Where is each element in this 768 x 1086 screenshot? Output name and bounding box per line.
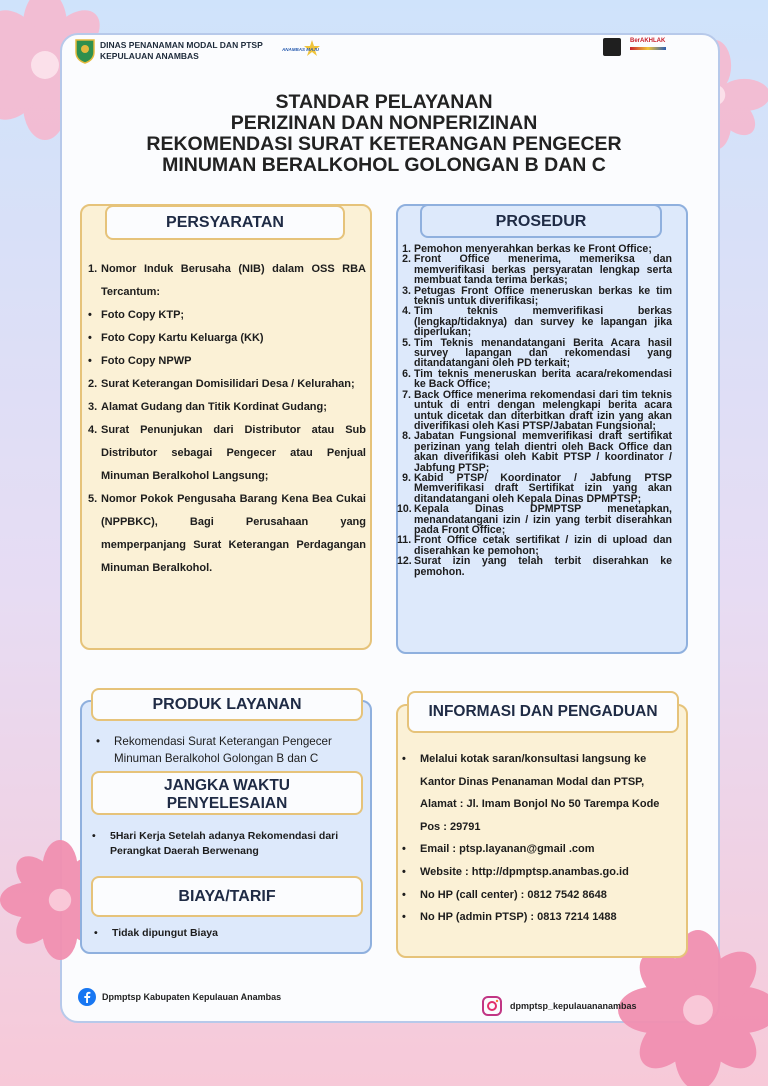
produk-list	[96, 733, 366, 767]
list-item-text: Tim Teknis menandatangani Berita Acara hasil survey lapangan dan rekomendasi yang ditandatangani oleh PD terkait;	[414, 336, 672, 370]
anambas-maju-logo: ANAMBAS MAJU	[282, 38, 320, 60]
list-marker: 5.	[88, 493, 98, 505]
regency-emblem-icon	[74, 38, 96, 64]
informasi-list	[402, 748, 678, 929]
list-item-text: Jabatan Fungsional memverifikasi draft sertifikat perizinan yang telah dientri oleh Back Office dan akan diverifikasi oleh Kabit PTSP / koordinator / Jabfung PTSP;	[414, 430, 672, 474]
list-marker: •	[88, 332, 92, 344]
persyaratan-heading: PERSYARATAN	[105, 205, 345, 240]
list-marker: •	[402, 865, 406, 878]
list-marker: •	[88, 309, 92, 321]
list-item	[402, 884, 678, 907]
list-marker: •	[96, 735, 101, 748]
list-item	[94, 927, 354, 939]
list-item	[96, 733, 366, 767]
list-item	[397, 504, 672, 535]
list-marker: 1.	[88, 263, 98, 275]
list-marker: 9.	[402, 471, 411, 484]
list-item	[397, 390, 672, 432]
list-item-text: No HP (call center) : 0812 7542 8648	[420, 888, 607, 901]
list-item-text: Kabid PTSP/ Koordinator / Jabfung PTSP Memverifikasi draft Sertifikat izin yang akan ditandatangani oleh Kepala Dinas DPMPTSP;	[414, 471, 672, 505]
list-item-text: Foto Copy NPWP	[101, 355, 192, 367]
list-item	[397, 431, 672, 473]
list-item	[397, 535, 672, 556]
facebook-handle: Dpmptsp Kabupaten Kepulauan Anambas	[102, 992, 282, 1002]
list-marker: 10.	[397, 503, 412, 516]
list-item	[88, 258, 366, 304]
list-marker: 2.	[402, 253, 411, 266]
list-item	[88, 396, 366, 419]
list-marker: •	[402, 888, 406, 901]
list-item	[397, 369, 672, 390]
list-item	[397, 254, 672, 285]
list-marker: 3.	[402, 284, 411, 297]
facebook-icon	[78, 988, 96, 1006]
list-item	[88, 488, 366, 580]
list-item-text: Petugas Front Office meneruskan berkas ke tim teknis untuk diverifikasi;	[414, 284, 672, 308]
list-item-text: Email : ptsp.layanan@gmail .com	[420, 843, 595, 856]
list-item-text: Pemohon menyerahkan berkas ke Front Office;	[414, 243, 652, 255]
list-marker: 4.	[88, 424, 98, 436]
list-marker: •	[92, 830, 96, 842]
list-item-text: Surat Keterangan Domisilidari Desa / Kelurahan;	[101, 378, 355, 390]
list-marker: 11.	[397, 534, 412, 547]
list-item	[88, 304, 366, 327]
biaya-list	[94, 927, 354, 939]
list-marker: 5.	[402, 336, 411, 349]
list-item-text: Foto Copy Kartu Keluarga (KK)	[101, 332, 264, 344]
berakhlak-logo: BerAKHLAK	[630, 38, 670, 56]
list-item	[402, 906, 678, 929]
list-item-text: No HP (admin PTSP) : 0813 7214 1488	[420, 911, 617, 924]
facebook-link[interactable]	[78, 988, 281, 1006]
list-marker: •	[402, 911, 406, 924]
list-marker: 6.	[402, 367, 411, 380]
list-item-text: Tim teknis meneruskan berita acara/rekomendasi ke Back Office;	[414, 367, 672, 391]
instagram-handle: dpmptsp_kepulauananambas	[510, 1001, 637, 1011]
list-item-text: Alamat Gudang dan Titik Kordinat Gudang;	[101, 401, 327, 413]
produk-heading: PRODUK LAYANAN	[91, 688, 363, 721]
list-item-text: Rekomendasi Surat Keterangan Pengecer Minuman Beralkohol Golongan B dan C	[114, 735, 332, 765]
list-marker: 12.	[397, 555, 412, 568]
list-marker: •	[402, 753, 406, 765]
informasi-heading: INFORMASI DAN PENGADUAN	[407, 691, 679, 733]
list-marker: 8.	[402, 430, 411, 443]
list-item	[397, 306, 672, 337]
jangka-heading: JANGKA WAKTU PENYELESAIAN	[91, 771, 363, 815]
list-item	[397, 556, 672, 577]
instagram-icon	[482, 996, 502, 1016]
list-marker: 3.	[88, 401, 98, 413]
list-marker: •	[402, 843, 406, 856]
list-marker: 7.	[402, 388, 411, 401]
list-marker: •	[94, 927, 98, 939]
list-item	[88, 373, 366, 396]
persyaratan-list	[88, 258, 366, 580]
list-item	[402, 838, 678, 861]
list-item	[402, 861, 678, 884]
list-item-text: Nomor Induk Berusaha (NIB) dalam OSS RBA Tercantum:	[101, 263, 366, 298]
list-marker: 4.	[402, 305, 411, 318]
list-item-text: 5Hari Kerja Setelah adanya Rekomendasi dari Perangkat Daerah Berwenang	[110, 830, 339, 857]
biaya-heading: BIAYA/TARIF	[91, 876, 363, 917]
list-item-text: Back Office menerima rekomendasi dari tim teknis untuk di entri dengan melengkapi berita acara untuk dicetak dan diterbitkan draft izin yang akan diverifikasi oleh Kasi PTSP/Jabatan Fungsional;	[414, 388, 672, 432]
list-item	[88, 419, 366, 488]
prosedur-heading: PROSEDUR	[420, 204, 662, 238]
list-item-text: Front Office cetak sertifikat / izin di upload dan diserahkan ke pemohon;	[414, 534, 672, 557]
agency-name: DINAS PENANAMAN MODAL DAN PTSP KEPULAUAN ANAMBAS	[100, 40, 263, 61]
list-item-text: Nomor Pokok Pengusaha Barang Kena Bea Cukai (NPPBKC), Bagi Perusahaan yang memperpanjang Surat Keterangan Perdagangan Minuman Beralkohol.	[101, 493, 366, 574]
list-item	[397, 286, 672, 307]
list-item	[88, 350, 366, 373]
list-marker: 1.	[402, 243, 411, 255]
list-item-text: Surat izin yang telah terbit diserahkan ke pemohon.	[414, 555, 672, 578]
list-item-text: Tim teknis memverifikasi berkas (lengkap/tidaknya) dan survey ke lapangan jika diperlukan;	[414, 305, 672, 339]
list-item-text: Melalui kotak saran/konsultasi langsung ke Kantor Dinas Penanaman Modal dan PTSP, Alamat : Jl. Imam Bonjol No 50 Tarempa Kode Pos : 29791	[420, 753, 660, 833]
ministry-logo	[603, 38, 621, 56]
list-item-text: Foto Copy KTP;	[101, 309, 185, 321]
list-item-text: Website : http://dpmptsp.anambas.go.id	[420, 865, 629, 878]
list-item-text: Kepala Dinas DPMPTSP menetapkan, menandatangani izin / izin yang terbit diserahkan pada Front Office;	[414, 503, 672, 536]
jangka-list	[92, 829, 362, 859]
list-marker: 2.	[88, 378, 98, 390]
list-item	[92, 829, 362, 859]
list-item	[88, 327, 366, 350]
page-title: STANDAR PELAYANAN PERIZINAN DAN NONPERIZINAN REKOMENDASI SURAT KETERANGAN PENGECER MINUMAN BERALKOHOL GOLONGAN B DAN C	[146, 91, 622, 176]
list-item-text: Surat Penunjukan dari Distributor atau Sub Distributor sebagai Pengecer atau Penjual Minuman Beralkohol Langsung;	[101, 424, 366, 482]
list-item-text: Front Office menerima, memeriksa dan memverifikasi berkas persyaratan lengkap serta membuat tanda terima berkas;	[414, 253, 672, 287]
list-item	[397, 473, 672, 504]
instagram-link[interactable]	[482, 996, 637, 1016]
list-item-text: Tidak dipungut Biaya	[112, 927, 218, 939]
prosedur-list	[397, 244, 672, 577]
list-marker: •	[88, 355, 92, 367]
list-item	[397, 338, 672, 369]
list-item	[402, 748, 678, 838]
